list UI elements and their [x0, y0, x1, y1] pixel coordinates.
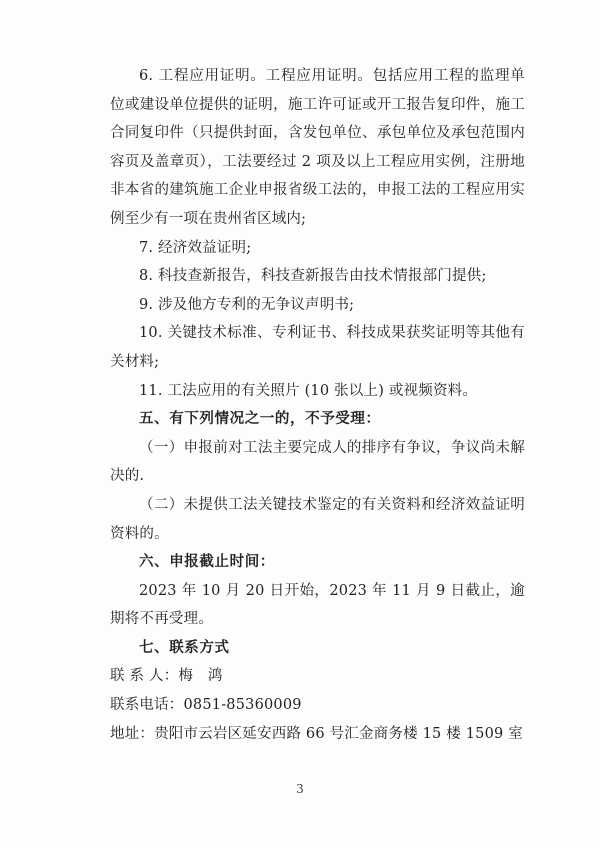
contact-person-label: 联 系 人：: [110, 668, 179, 685]
contact-phone-number: 0851-85360009: [183, 697, 302, 714]
item-9-patent-statement: 9. 涉及他方专利的无争议声明书;: [139, 296, 355, 313]
section-6-heading: 六、申报截止时间：: [139, 554, 275, 571]
document-body: [110, 62, 525, 748]
rejection-case-2: （二）未提供工法关键技术鉴定的有关资料和经济效益证明资料的。: [110, 496, 525, 542]
page-number: 3: [296, 782, 304, 796]
rejection-case-1: （一）申报前对工法主要完成人的排序有争议，争议尚未解决的.: [110, 439, 525, 485]
section-7-heading: 七、联系方式: [139, 639, 230, 656]
section-5-heading: 五、有下列情况之一的，不予受理：: [139, 411, 381, 428]
contact-address-line: [110, 720, 525, 749]
item-7-economic-proof: 7. 经济效益证明;: [139, 239, 252, 256]
contact-person-name: 梅 鸿: [178, 668, 223, 685]
item-11-photos-videos: 11. 工法应用的有关照片 (10 张以上) 或视频资料。: [139, 382, 478, 399]
contact-phone-label: 联系电话：: [110, 697, 184, 714]
deadline-text: 2023 年 10 月 20 日开始，2023 年 11 月 9 日截止，逾期将不再受理。: [110, 582, 525, 628]
contact-phone-line: [110, 691, 525, 720]
contact-address: 贵阳市云岩区延安西路 66 号汇金商务楼 15 楼 1509 室: [154, 725, 523, 742]
item-8-novelty-report: 8. 科技查新报告，科技查新报告由技术情报部门提供;: [139, 268, 487, 285]
contact-person-line: [110, 662, 525, 691]
item-6-engineering-proof: 6. 工程应用证明。工程应用证明。包括应用工程的监理单位或建设单位提供的证明，施工许可证或开工报告复印件，施工合同复印件（只提供封面，含发包单位、承包单位及承包范围内容页及盖章页），工法要经过 2 项及以上工程应用实例，注册地非本省的建筑施工企业申报省级工法的，申报工法的工程应用实例至少有一项在贵州省区域内;: [110, 68, 525, 227]
contact-address-label: 地址：: [110, 725, 155, 742]
item-10-key-materials: 10. 关键技术标准、专利证书、科技成果获奖证明等其他有关材料;: [110, 325, 525, 370]
